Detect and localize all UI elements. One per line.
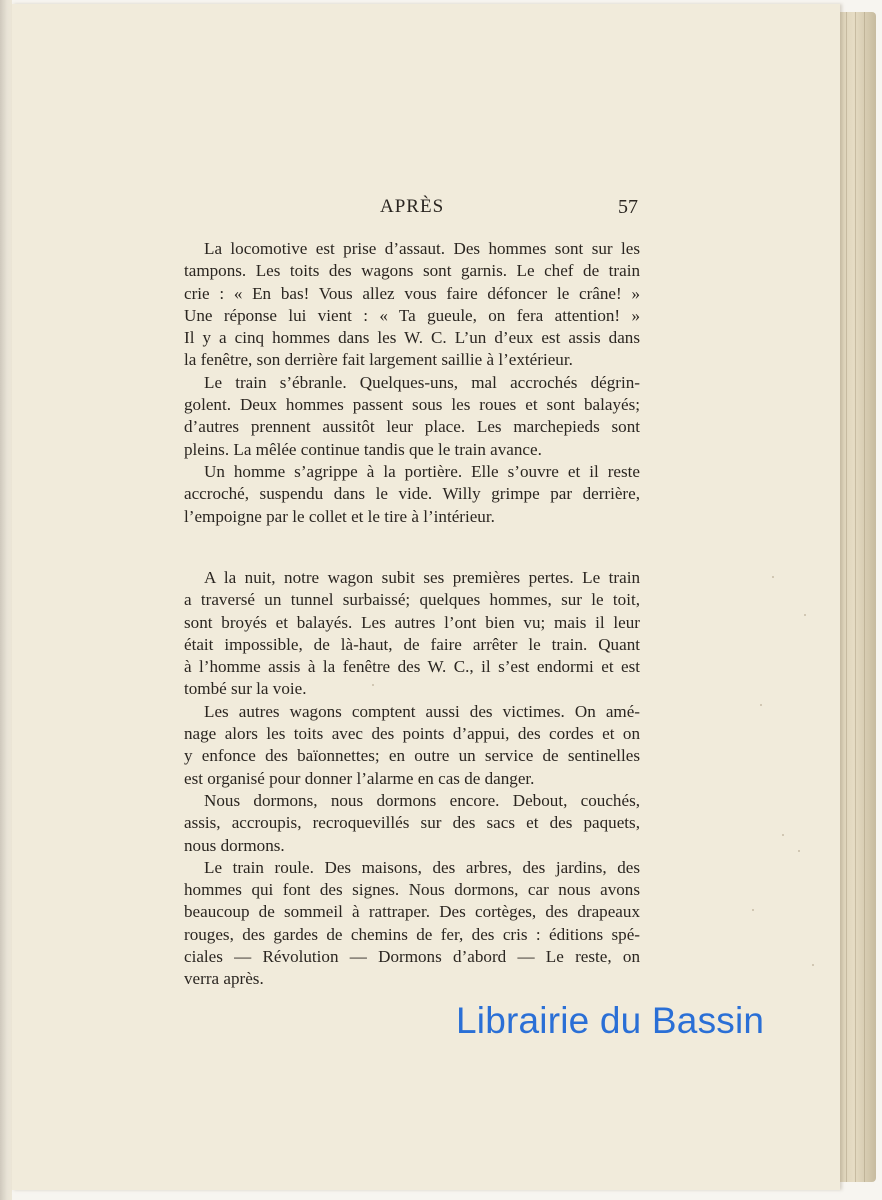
- text-line: accroché, suspendu dans le vide. Willy grimpe par derrière,: [184, 484, 640, 504]
- text-line: la fenêtre, son derrière fait largement saillie à l’extérieur.: [184, 350, 573, 370]
- text-line: nous dormons.: [184, 835, 285, 855]
- text-line: l’empoigne par le collet et le tire à l’intérieur.: [184, 506, 495, 526]
- text-line: Il y a cinq hommes dans les W. C. L’un d’eux est assis dans: [184, 328, 640, 348]
- text-line: à l’homme assis à la fenêtre des W. C., il s’est endormi et est: [184, 657, 640, 677]
- bookseller-watermark: Librairie du Bassin: [456, 1000, 765, 1041]
- page-number: 57: [618, 196, 638, 218]
- text-line: La locomotive est prise d’assaut. Des hommes sont sur les: [204, 239, 640, 258]
- text-line: d’autres prennent aussitôt leur place. Les marchepieds sont: [184, 417, 640, 437]
- text-line: golent. Deux hommes passent sous les roues et sont balayés;: [184, 395, 640, 415]
- text-line: crie : « En bas! Vous allez vous faire défoncer le crâne! »: [184, 283, 640, 303]
- text-line: Le train s’ébranle. Quelques-uns, mal accrochés dégrin-: [204, 372, 640, 392]
- text-line: rouges, des gardes de chemins de fer, des cris : éditions spé-: [184, 924, 640, 944]
- text-line: verra après.: [184, 969, 264, 989]
- text-line: hommes qui font des signes. Nous dormons, car nous avons: [184, 880, 640, 900]
- paragraph-block-1: [184, 238, 640, 528]
- text-line: tombé sur la voie.: [184, 679, 307, 699]
- text-line: Une réponse lui vient : « Ta gueule, on fera attention! »: [184, 305, 640, 325]
- text-line: assis, accroupis, recroquevillés sur des sacs et des paquets,: [184, 813, 640, 833]
- binding-edge: [0, 0, 12, 1200]
- text-line: Le train roule. Des maisons, des arbres, des jardins, des: [204, 857, 640, 877]
- text-line: Nous dormons, nous dormons encore. Debout, couchés,: [204, 790, 640, 810]
- text-line: a traversé un tunnel surbaissé; quelques hommes, sur le toit,: [184, 590, 640, 610]
- paragraph-block-2: [184, 567, 640, 991]
- text-line: pleins. La mêlée continue tandis que le train avance.: [184, 439, 542, 459]
- text-line: nage alors les toits avec des points d’appui, des cordes et on: [184, 724, 640, 744]
- text-line: sont broyés et balayés. Les autres l’ont bien vu; mais il leur: [184, 612, 640, 632]
- text-line: beaucoup de sommeil à rattraper. Des cortèges, des drapeaux: [184, 902, 640, 922]
- text-line: est organisé pour donner l’alarme en cas de danger.: [184, 768, 535, 788]
- text-line: A la nuit, notre wagon subit ses premières pertes. Le train: [204, 568, 640, 587]
- text-line: ciales — Révolution — Dormons d’abord — Le reste, on: [184, 947, 640, 967]
- text-line: tampons. Les toits des wagons sont garnis. Le chef de train: [184, 261, 640, 281]
- running-title: APRÈS: [380, 196, 445, 217]
- text-line: Un homme s’agrippe à la portière. Elle s’ouvre et il reste: [204, 461, 640, 481]
- text-line: était impossible, de là-haut, de faire arrêter le train. Quant: [184, 634, 640, 654]
- text-line: y enfonce des baïonnettes; en outre un service de sentinelles: [184, 746, 640, 766]
- text-line: Les autres wagons comptent aussi des victimes. On amé-: [204, 701, 640, 721]
